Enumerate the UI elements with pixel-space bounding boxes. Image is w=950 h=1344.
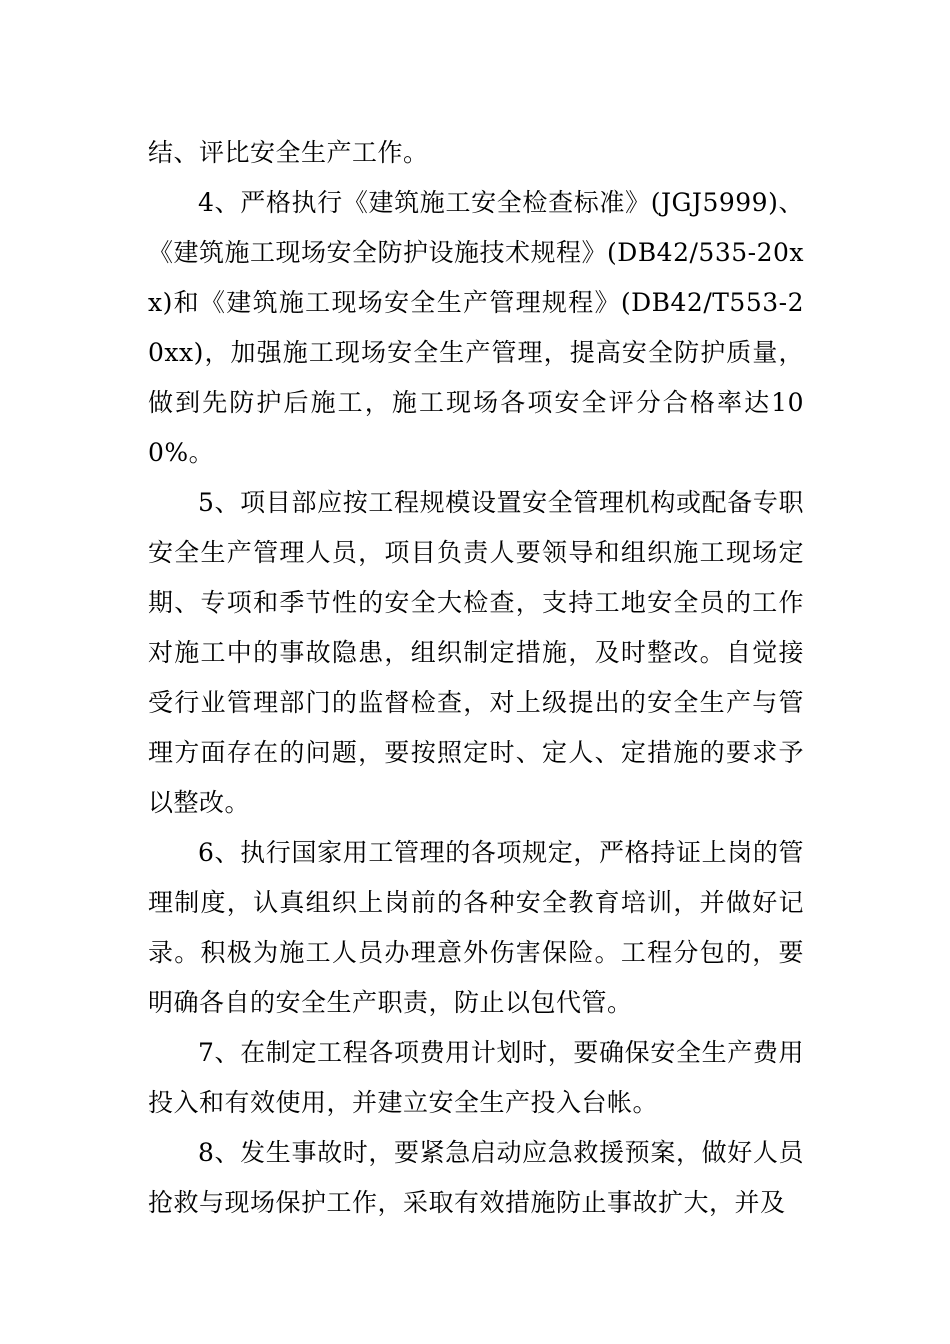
document-body <box>148 128 804 1228</box>
paragraph-continuation: 结、评比安全生产工作。 <box>148 138 429 167</box>
paragraph-item-6: 6、执行国家用工管理的各项规定，严格持证上岗的管理制度，认真组织上岗前的各种安全教育培训，并做好记录。积极为施工人员办理意外伤害保险。工程分包的，要明确各自的安全生产职责，防止以包代管。 <box>148 838 804 1017</box>
paragraph-item-7: 7、在制定工程各项费用计划时，要确保安全生产费用投入和有效使用，并建立安全生产投入台帐。 <box>148 1038 804 1117</box>
paragraph-item-5: 5、项目部应按工程规模设置安全管理机构或配备专职安全生产管理人员，项目负责人要领导和组织施工现场定期、专项和季节性的安全大检查，支持工地安全员的工作对施工中的事故隐患，组织制定措施，及时整改。自觉接受行业管理部门的监督检查，对上级提出的安全生产与管理方面存在的问题，要按照定时、定人、定措施的要求予以整改。 <box>148 488 804 817</box>
paragraph-item-8: 8、发生事故时，要紧急启动应急救援预案，做好人员抢救与现场保护工作，采取有效措施防止事故扩大，并及 <box>148 1138 804 1217</box>
paragraph-item-4: 4、严格执行《建筑施工安全检查标准》(JGJ5999)、《建筑施工现场安全防护设施技术规程》(DB42/535-20xx)和《建筑施工现场安全生产管理规程》(DB42/T553-20xx)，加强施工现场安全生产管理，提高安全防护质量，做到先防护后施工，施工现场各项安全评分合格率达100%。 <box>148 188 804 467</box>
